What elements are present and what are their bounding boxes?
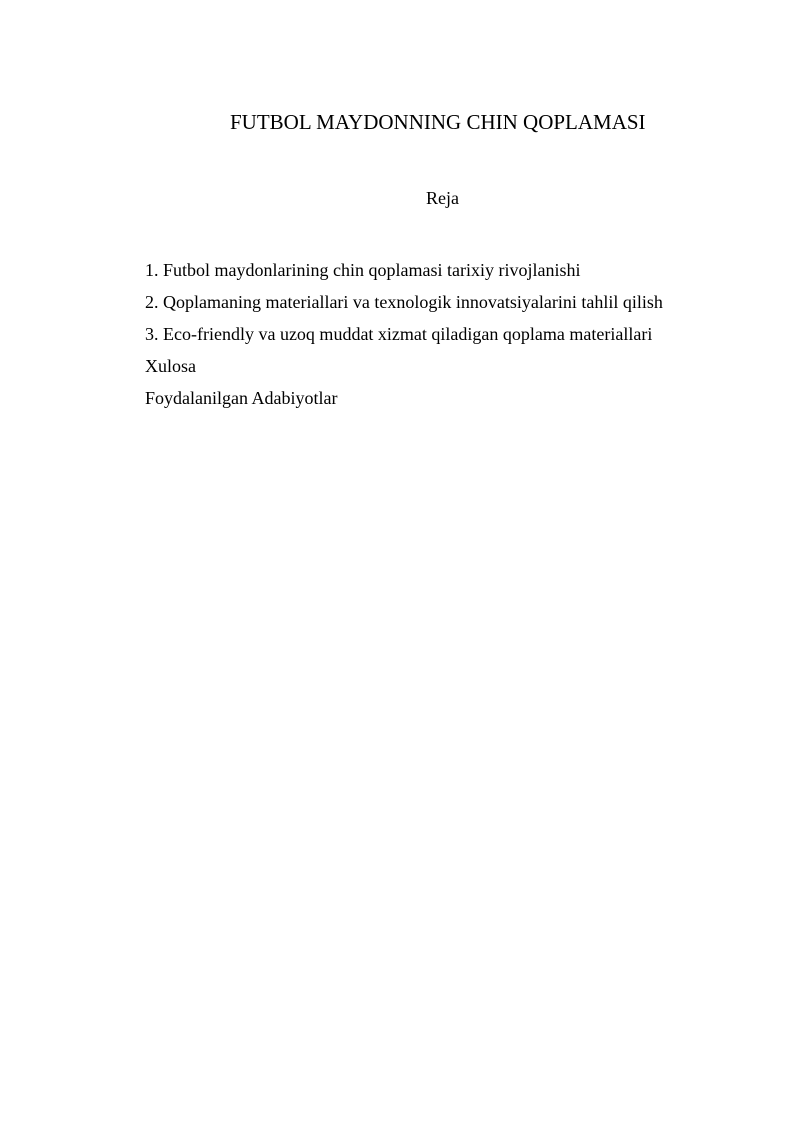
toc-item-2: 2. Qoplamaning materiallari va texnologik innovatsiyalarini tahlil qilish bbox=[145, 292, 663, 312]
toc-item-1: 1. Futbol maydonlarining chin qoplamasi tarixiy rivojlanishi bbox=[145, 260, 581, 280]
toc-item-conclusion: Xulosa bbox=[145, 356, 196, 376]
table-of-contents bbox=[145, 258, 663, 418]
toc-item-3: 3. Eco-friendly va uzoq muddat xizmat qiladigan qoplama materiallari bbox=[145, 324, 653, 344]
toc-item-references: Foydalanilgan Adabiyotlar bbox=[145, 388, 338, 408]
document-title: FUTBOL MAYDONNING CHIN QOPLAMASI bbox=[230, 110, 646, 134]
plan-heading: Reja bbox=[426, 188, 459, 208]
